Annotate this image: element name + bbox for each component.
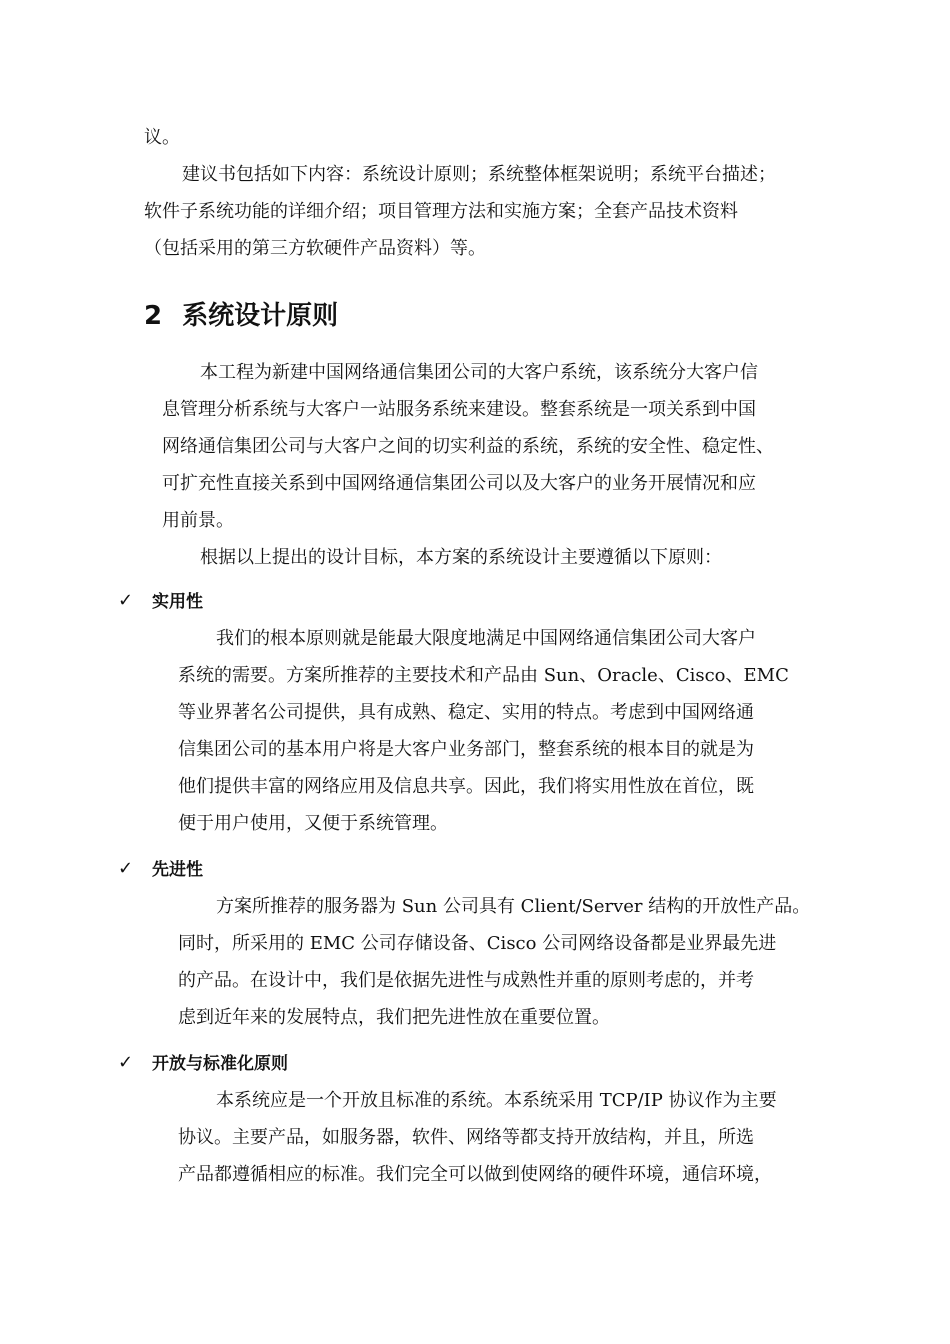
bullet-text-line: 他们提供丰富的网络应用及信息共享。因此，我们将实用性放在首位，既: [178, 776, 754, 797]
bullet-text-line: 虑到近年来的发展特点，我们把先进性放在重要位置。: [178, 1007, 610, 1028]
section-title: 系统设计原则: [182, 301, 339, 331]
bullet-text-line: 同时，所采用的 EMC 公司存储设备、Cisco 公司网络设备都是业界最先进: [178, 933, 777, 954]
checkmark-icon: ✓: [118, 590, 134, 611]
bullet-text-line: 本系统应是一个开放且标准的系统。本系统采用 TCP/IP 协议作为主要: [216, 1090, 777, 1111]
intro-line: 软件子系统功能的详细介绍；项目管理方法和实施方案；全套产品技术资料: [144, 201, 738, 222]
intro-line: （包括采用的第三方软硬件产品资料）等。: [144, 238, 486, 259]
bullet-text-line: 系统的需要。方案所推荐的主要技术和产品由 Sun、Oracle、Cisco、EMC: [178, 665, 789, 686]
bullet-text-line: 我们的根本原则就是能最大限度地满足中国网络通信集团公司大客户: [216, 628, 756, 649]
intro-line: 建议书包括如下内容：系统设计原则；系统整体框架说明；系统平台描述；: [182, 164, 776, 185]
paragraph-line: 用前景。: [162, 510, 234, 531]
bullet-text-line: 便于用户使用，又便于系统管理。: [178, 813, 448, 834]
paragraph-line: 可扩充性直接关系到中国网络通信集团公司以及大客户的业务开展情况和应: [162, 473, 756, 494]
checkmark-icon: ✓: [118, 1052, 134, 1073]
intro-line: 议。: [144, 127, 180, 148]
bullet-text-line: 的产品。在设计中，我们是依据先进性与成熟性并重的原则考虑的，并考: [178, 970, 754, 991]
bullet-text-line: 等业界著名公司提供，具有成熟、稳定、实用的特点。考虑到中国网络通: [178, 702, 754, 723]
paragraph-line: 本工程为新建中国网络通信集团公司的大客户系统，该系统分大客户信: [200, 362, 758, 383]
bullet-title: 实用性: [152, 592, 203, 612]
bullet-text-line: 协议。主要产品，如服务器，软件、网络等都支持开放结构，并且，所选: [178, 1127, 754, 1148]
bullet-title: 开放与标准化原则: [152, 1054, 288, 1074]
bullet-text-line: 方案所推荐的服务器为 Sun 公司具有 Client/Server 结构的开放性产品。: [216, 896, 811, 917]
section-heading: [144, 299, 338, 333]
paragraph-line: 根据以上提出的设计目标，本方案的系统设计主要遵循以下原则：: [200, 547, 722, 568]
bullet-text-line: 产品都遵循相应的标准。我们完全可以做到使网络的硬件环境，通信环境，: [178, 1164, 772, 1185]
paragraph-line: 息管理分析系统与大客户一站服务系统来建设。整套系统是一项关系到中国: [162, 399, 756, 420]
paragraph-line: 网络通信集团公司与大客户之间的切实利益的系统，系统的安全性、稳定性、: [162, 436, 774, 457]
bullet-text-line: 信集团公司的基本用户将是大客户业务部门，整套系统的根本目的就是为: [178, 739, 754, 760]
bullet-title: 先进性: [152, 860, 203, 880]
section-number: 2: [144, 301, 163, 331]
checkmark-icon: ✓: [118, 858, 134, 879]
